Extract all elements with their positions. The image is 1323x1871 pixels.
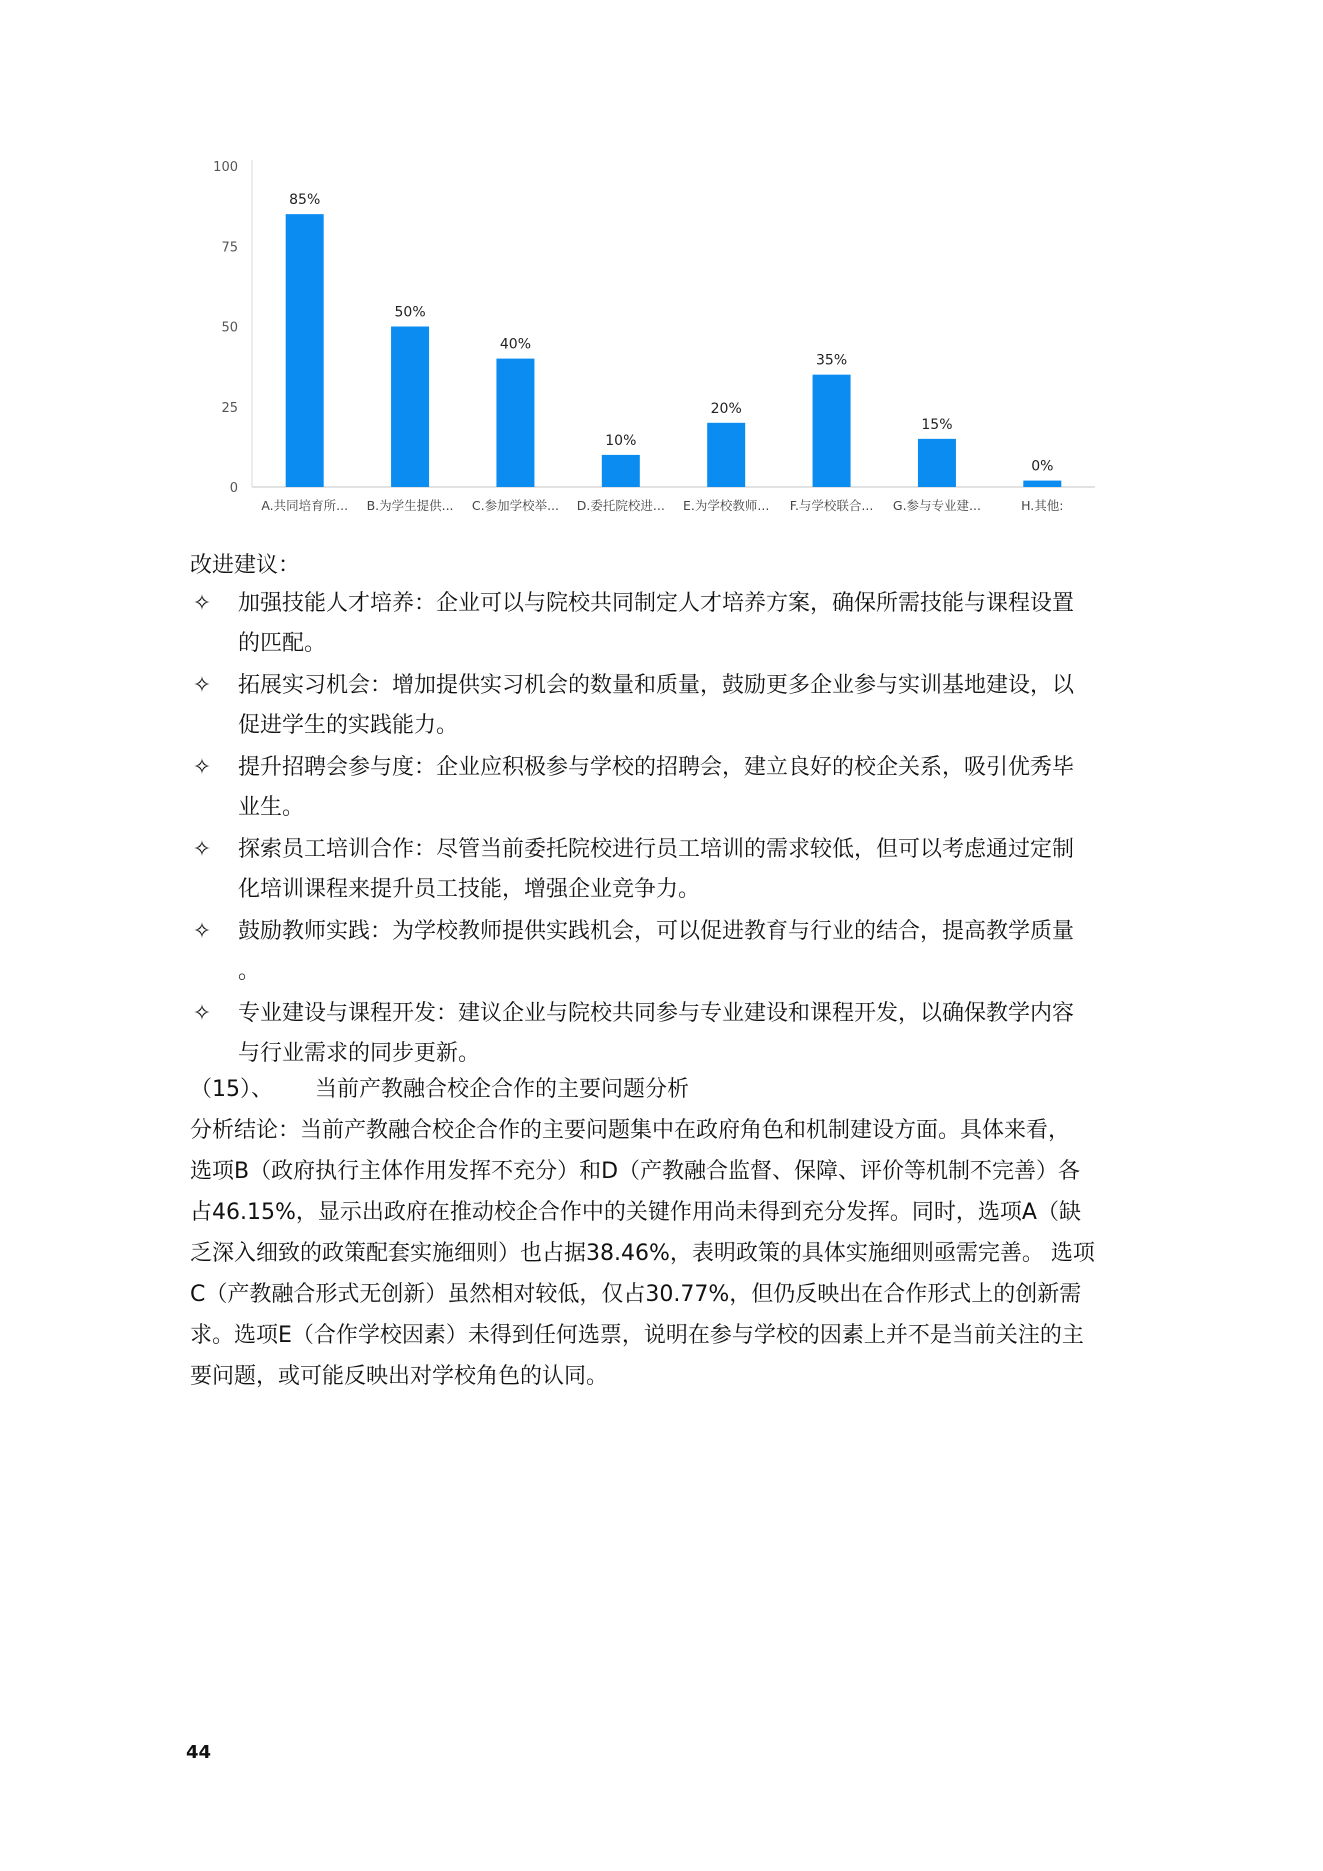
- paragraph-line: 占46.15%，显示出政府在推动校企合作中的关键作用尚未得到充分发挥。同时，选项A（缺: [190, 1200, 1081, 1225]
- suggestion-line: 。: [238, 959, 261, 984]
- suggestion-line: 与行业需求的同步更新。: [238, 1041, 481, 1066]
- sparkle-bullet-icon: ✧: [192, 673, 212, 698]
- page-number: 44: [186, 1742, 212, 1763]
- suggestion-line: 业生。: [238, 795, 305, 820]
- suggestion-item: [190, 666, 1140, 746]
- suggestion-item: [190, 748, 1140, 828]
- x-tick-label: F.与学校联合...: [789, 498, 874, 513]
- suggestion-line: 加强技能人才培养：企业可以与院校共同制定人才培养方案，确保所需技能与课程设置: [238, 591, 1075, 616]
- y-tick-label: 75: [221, 240, 238, 256]
- data-label: 15%: [921, 416, 953, 433]
- x-tick-label: B.为学生提供...: [366, 498, 454, 513]
- y-tick-label: 25: [221, 400, 238, 416]
- data-label: 20%: [710, 400, 742, 417]
- suggestion-line: 化培训课程来提升员工技能，增强企业竞争力。: [238, 877, 701, 902]
- bar: [602, 455, 640, 487]
- suggestion-list: [190, 584, 1140, 1076]
- section-title: 改进建议：: [190, 553, 301, 578]
- paragraph-line: C（产教融合形式无创新）虽然相对较低，仅占30.77%，但仍反映出在合作形式上的创新需: [190, 1282, 1082, 1307]
- x-tick-label: H.其他:: [1021, 498, 1064, 513]
- suggestion-line: 专业建设与课程开发：建议企业与院校共同参与专业建设和课程开发，以确保教学内容: [238, 1001, 1075, 1026]
- paragraph-line: 要问题，或可能反映出对学校角色的认同。: [190, 1364, 609, 1389]
- suggestion-line: 促进学生的实践能力。: [238, 713, 459, 738]
- suggestion-line: 提升招聘会参与度：企业应积极参与学校的招聘会，建立良好的校企关系，吸引优秀毕: [238, 755, 1075, 780]
- sparkle-bullet-icon: ✧: [192, 919, 212, 944]
- x-tick-label: C.参加学校举...: [471, 498, 559, 513]
- section-heading-15: （15）、 当前产教融合校企合作的主要问题分析: [190, 1077, 689, 1102]
- suggestion-item: [190, 830, 1140, 910]
- x-tick-label: D.委托院校进...: [576, 498, 665, 513]
- suggestion-line: 探索员工培训合作：尽管当前委托院校进行员工培训的需求较低，但可以考虑通过定制: [238, 837, 1075, 862]
- x-tick-label: G.参与专业建...: [892, 498, 981, 513]
- x-tick-label: E.为学校教师...: [683, 498, 770, 513]
- suggestion-line: 鼓励教师实践：为学校教师提供实践机会，可以促进教育与行业的结合，提高教学质量: [238, 919, 1075, 944]
- analysis-paragraph: [190, 1110, 1150, 1397]
- paragraph-line: 求。选项E（合作学校因素）未得到任何选票，说明在参与学校的因素上并不是当前关注的主: [190, 1323, 1084, 1348]
- y-tick-label: 100: [213, 160, 238, 175]
- y-tick-label: 0: [229, 481, 238, 496]
- bar: [813, 375, 851, 487]
- bar: [391, 327, 429, 488]
- data-label: 35%: [816, 352, 848, 369]
- bar: [1023, 481, 1061, 487]
- paragraph-line: 分析结论：当前产教融合校企合作的主要问题集中在政府角色和机制建设方面。具体来看，: [190, 1118, 1071, 1143]
- sparkle-bullet-icon: ✧: [192, 1001, 212, 1026]
- bar: [286, 214, 324, 487]
- sparkle-bullet-icon: ✧: [192, 837, 212, 862]
- suggestion-line: 拓展实习机会：增加提供实习机会的数量和质量，鼓励更多企业参与实训基地建设，以: [238, 673, 1075, 698]
- suggestion-item: [190, 994, 1140, 1074]
- suggestion-line: 的匹配。: [238, 631, 327, 656]
- data-label: 50%: [394, 304, 426, 321]
- suggestion-item: [190, 584, 1140, 664]
- x-tick-label: A.共同培育所...: [261, 498, 349, 513]
- bar-chart: [200, 150, 1100, 530]
- bar: [707, 423, 745, 487]
- data-label: 0%: [1031, 458, 1054, 475]
- y-tick-label: 50: [221, 320, 238, 336]
- suggestion-item: [190, 912, 1140, 992]
- data-label: 40%: [499, 336, 531, 353]
- data-label: 85%: [289, 192, 321, 209]
- paragraph-line: 乏深入细致的政策配套实施细则）也占据38.46%，表明政策的具体实施细则亟需完善。 选项: [190, 1241, 1095, 1266]
- bar: [918, 439, 956, 487]
- paragraph-line: 选项B（政府执行主体作用发挥不充分）和D（产教融合监督、保障、评价等机制不完善）各: [190, 1159, 1081, 1184]
- sparkle-bullet-icon: ✧: [192, 591, 212, 616]
- bar: [496, 359, 534, 487]
- data-label: 10%: [605, 432, 637, 449]
- sparkle-bullet-icon: ✧: [192, 755, 212, 780]
